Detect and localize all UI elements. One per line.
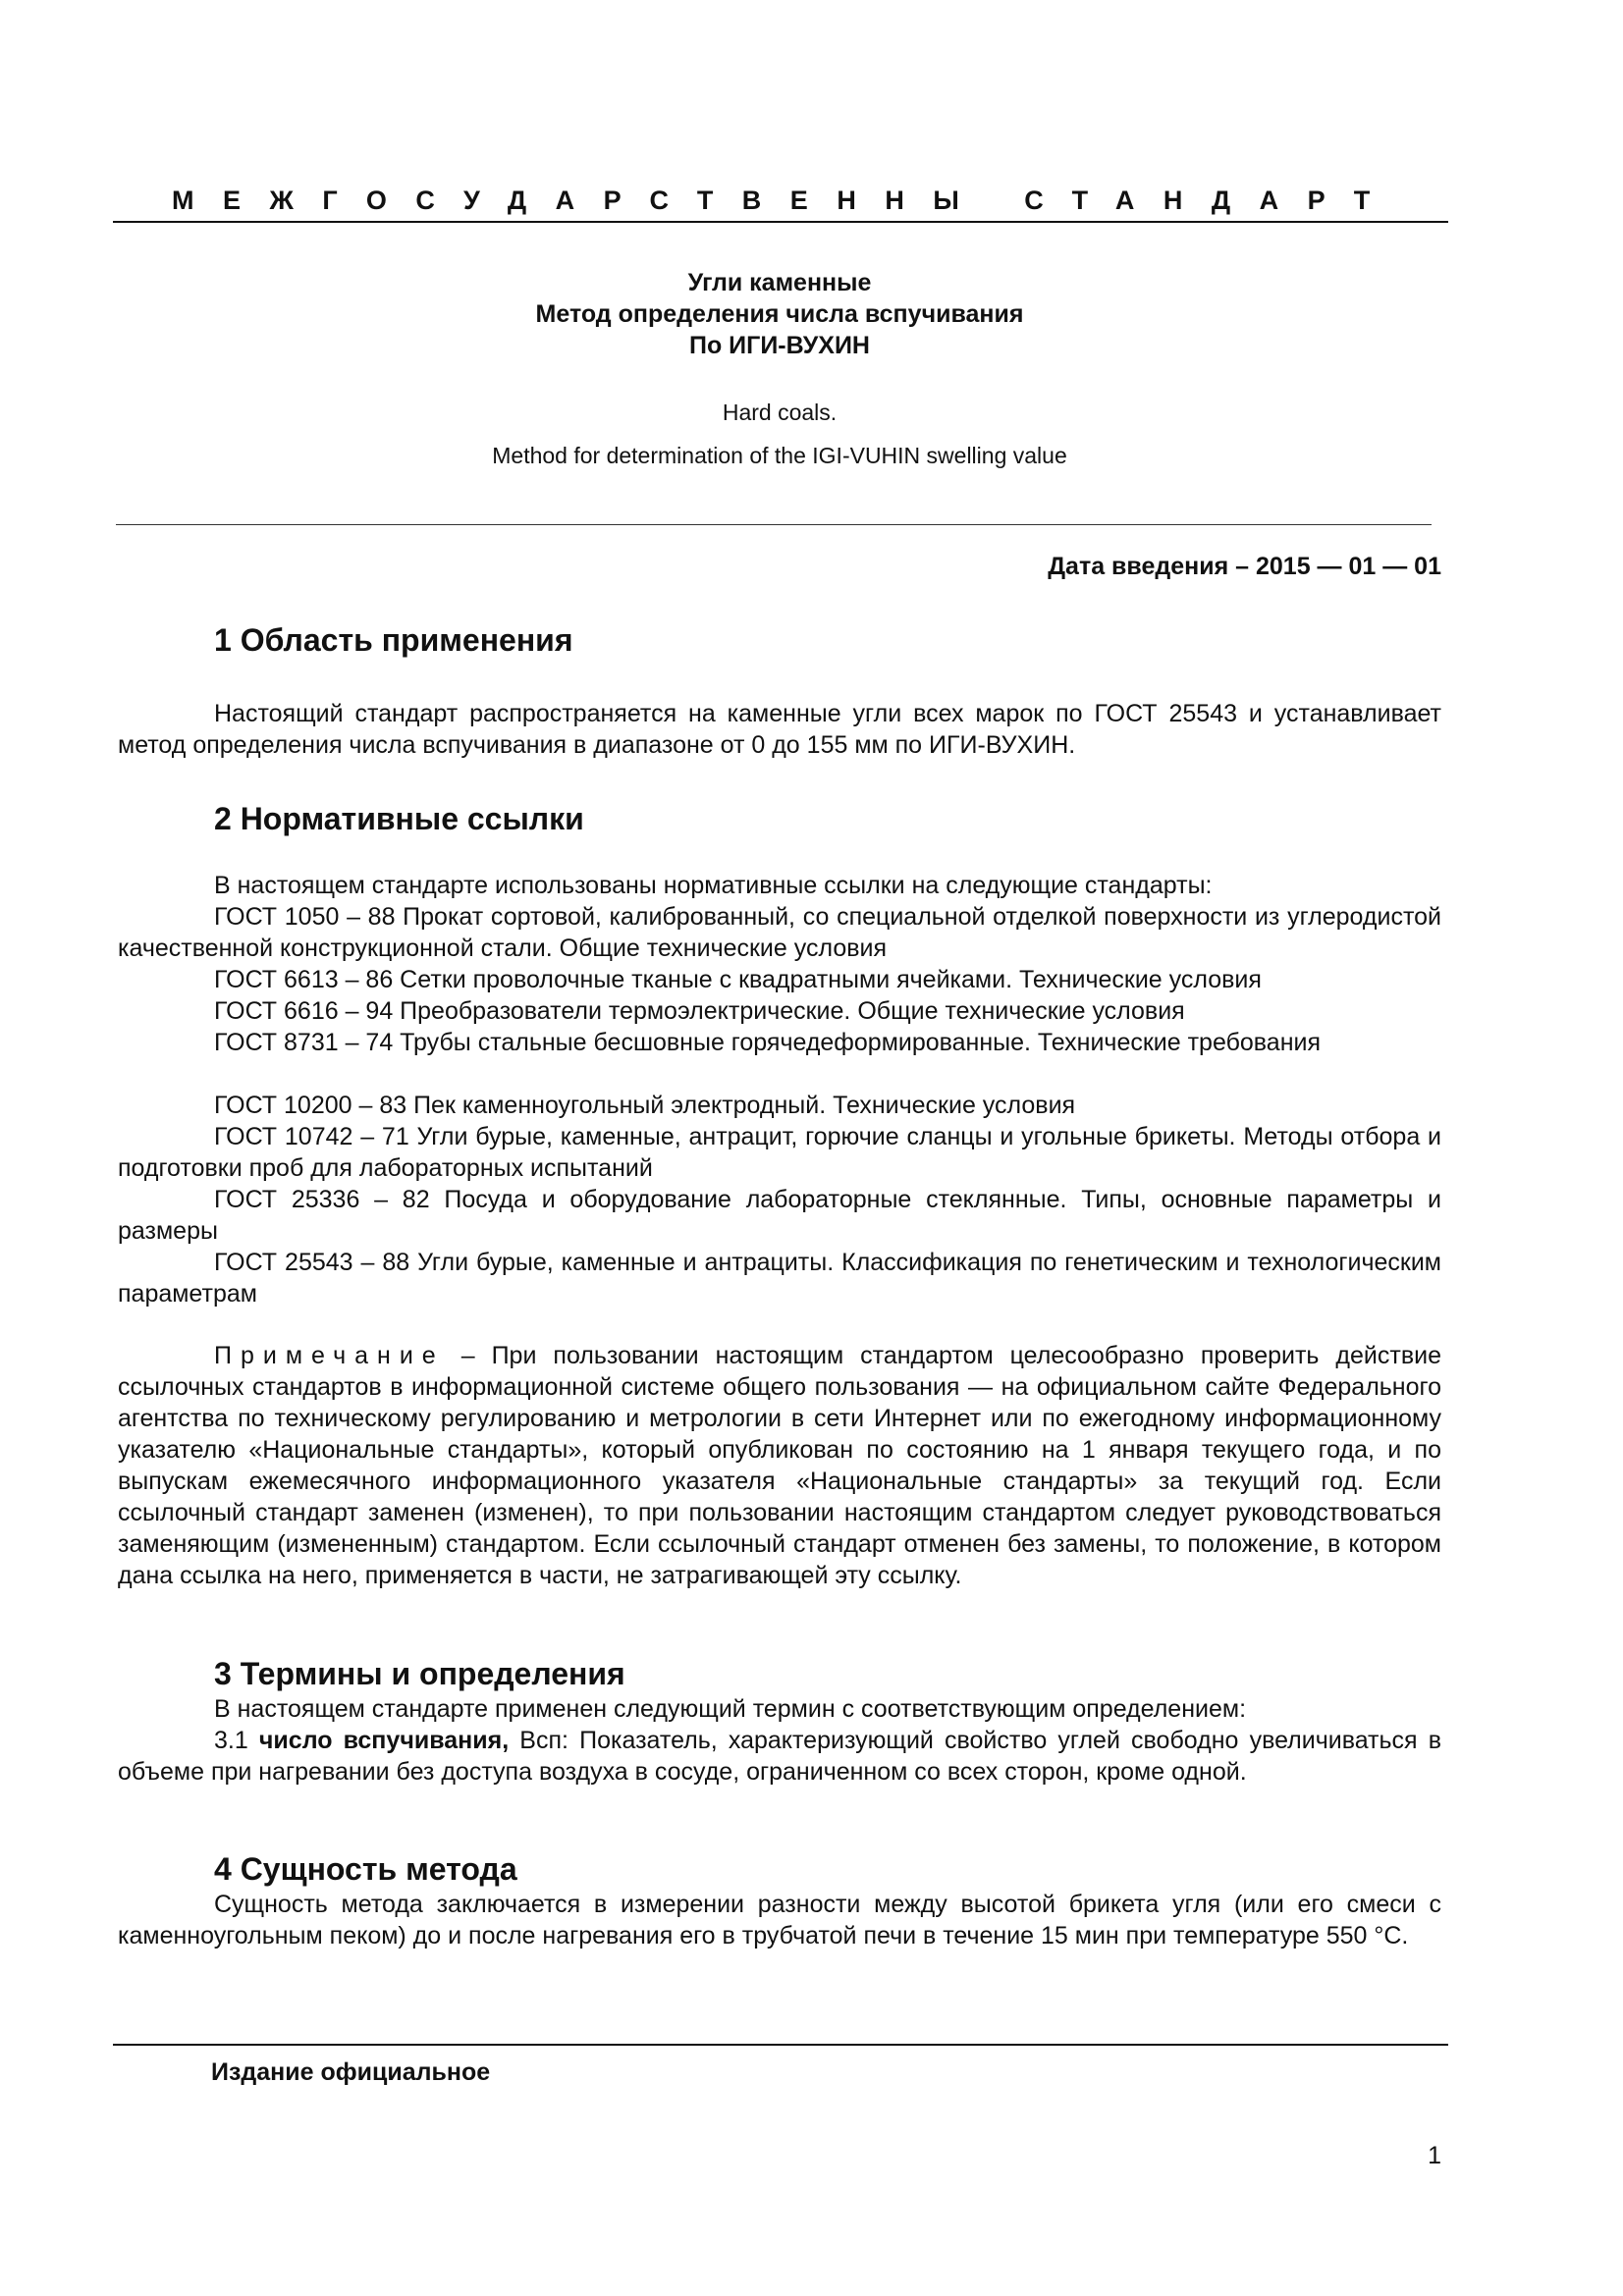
title-en-line2: Method for determination of the IGI-VUHIN swelling value xyxy=(492,443,1067,468)
section-4-heading: 4 Сущность метода xyxy=(214,1851,517,1887)
section-3-intro: В настоящем стандарте применен следующий термин с соответствующим определением: xyxy=(214,1695,1247,1723)
reference-item: ГОСТ 25336 – 82 Посуда и оборудование лабораторные стеклянные. Типы, основные параметры и размеры xyxy=(118,1186,1441,1245)
reference-item: ГОСТ 10742 – 71 Угли бурые, каменные, антрацит, горючие сланцы и угольные брикеты. Методы отбора и подготовки проб для лабораторных испытаний xyxy=(118,1123,1441,1182)
section-2-note xyxy=(118,1340,1441,1591)
title-ru-line2: Метод определения числа вспучивания xyxy=(535,300,1024,328)
reference-item: ГОСТ 8731 – 74 Трубы стальные бесшовные горячедеформированные. Технические требования xyxy=(214,1029,1322,1056)
term-definition-text: Всп: Показатель, характеризующий свойство углей свободно увеличиваться в объеме при нагревании без доступа воздуха в сосуде, ограниченном со всех сторон, кроме одной. xyxy=(118,1727,1441,1786)
reference-item: ГОСТ 6616 – 94 Преобразователи термоэлектрические. Общие технические условия xyxy=(214,997,1185,1025)
section-1-paragraph: Настоящий стандарт распространяется на каменные угли всех марок по ГОСТ 25543 и устанавливает метод определения числа вспучивания в диапазоне от 0 до 155 мм по ИГИ-ВУХИН. xyxy=(118,700,1441,759)
title-ru-line3: По ИГИ-ВУХИН xyxy=(689,332,870,359)
page-number: 1 xyxy=(1428,2142,1441,2169)
reference-item: ГОСТ 25543 – 88 Угли бурые, каменные и антрациты. Классификация по генетическим и технологическим параметрам xyxy=(118,1249,1441,1308)
note-label: Примечание xyxy=(214,1342,445,1369)
standard-header-title: МЕЖГОСУДАРСТВЕННЫ СТАНДАРТ xyxy=(172,186,1399,215)
reference-item: ГОСТ 6613 – 86 Сетки проволочные тканые с квадратными ячейками. Технические условия xyxy=(214,966,1262,993)
section-2-intro: В настоящем стандарте использованы нормативные ссылки на следующие стандарты: xyxy=(214,872,1213,899)
reference-item: ГОСТ 10200 – 83 Пек каменноугольный электродный. Технические условия xyxy=(214,1092,1076,1119)
note-text: – При пользовании настоящим стандартом целесообразно проверить действие ссылочных стандартов в информационной системе общего пользования — на официальном сайте Федерального агентства по техническому регулированию и метрологии в сети Интернет или по ежегодному информационному указателю «Национальные стандарты», который опубликован по состоянию на 1 января текущего года, и по выпускам ежемесячного информационного указателя «Национальные стандарты» за текущий год. Если ссылочный стандарт заменен (изменен), то при пользовании настоящим стандартом следует руководствоваться заменяющим (измененным) стандартом. Если ссылочный стандарт отменен без замены, то положение, в котором дана ссылка на него, применяется в части, не затрагивающей эту ссылку. xyxy=(118,1342,1441,1589)
term-number: 3.1 xyxy=(214,1727,259,1754)
footer-rule xyxy=(113,2044,1448,2046)
header-rule xyxy=(113,221,1448,223)
title-en-line1: Hard coals. xyxy=(722,400,838,425)
section-2-heading: 2 Нормативные ссылки xyxy=(214,801,584,836)
term-name: число вспучивания, xyxy=(258,1727,510,1754)
introduction-date: Дата введения – 2015 — 01 — 01 xyxy=(1048,553,1441,580)
official-edition-label: Издание официальное xyxy=(211,2058,491,2086)
section-1-heading: 1 Область применения xyxy=(214,622,573,658)
reference-item: ГОСТ 1050 – 88 Прокат сортовой, калиброванный, со специальной отделкой поверхности из углеродистой качественной конструкционной стали. Общие технические условия xyxy=(118,903,1441,962)
section-3-term-definition xyxy=(118,1725,1441,1788)
title-rule xyxy=(116,524,1432,525)
section-4-paragraph: Сущность метода заключается в измерении разности между высотой брикета угля (или его смеси с каменноугольным пеком) до и после нагревания его в трубчатой печи в течение 15 мин при температуре 550 °С. xyxy=(118,1891,1441,1949)
section-3-heading: 3 Термины и определения xyxy=(214,1656,625,1691)
title-ru-line1: Угли каменные xyxy=(687,269,872,296)
